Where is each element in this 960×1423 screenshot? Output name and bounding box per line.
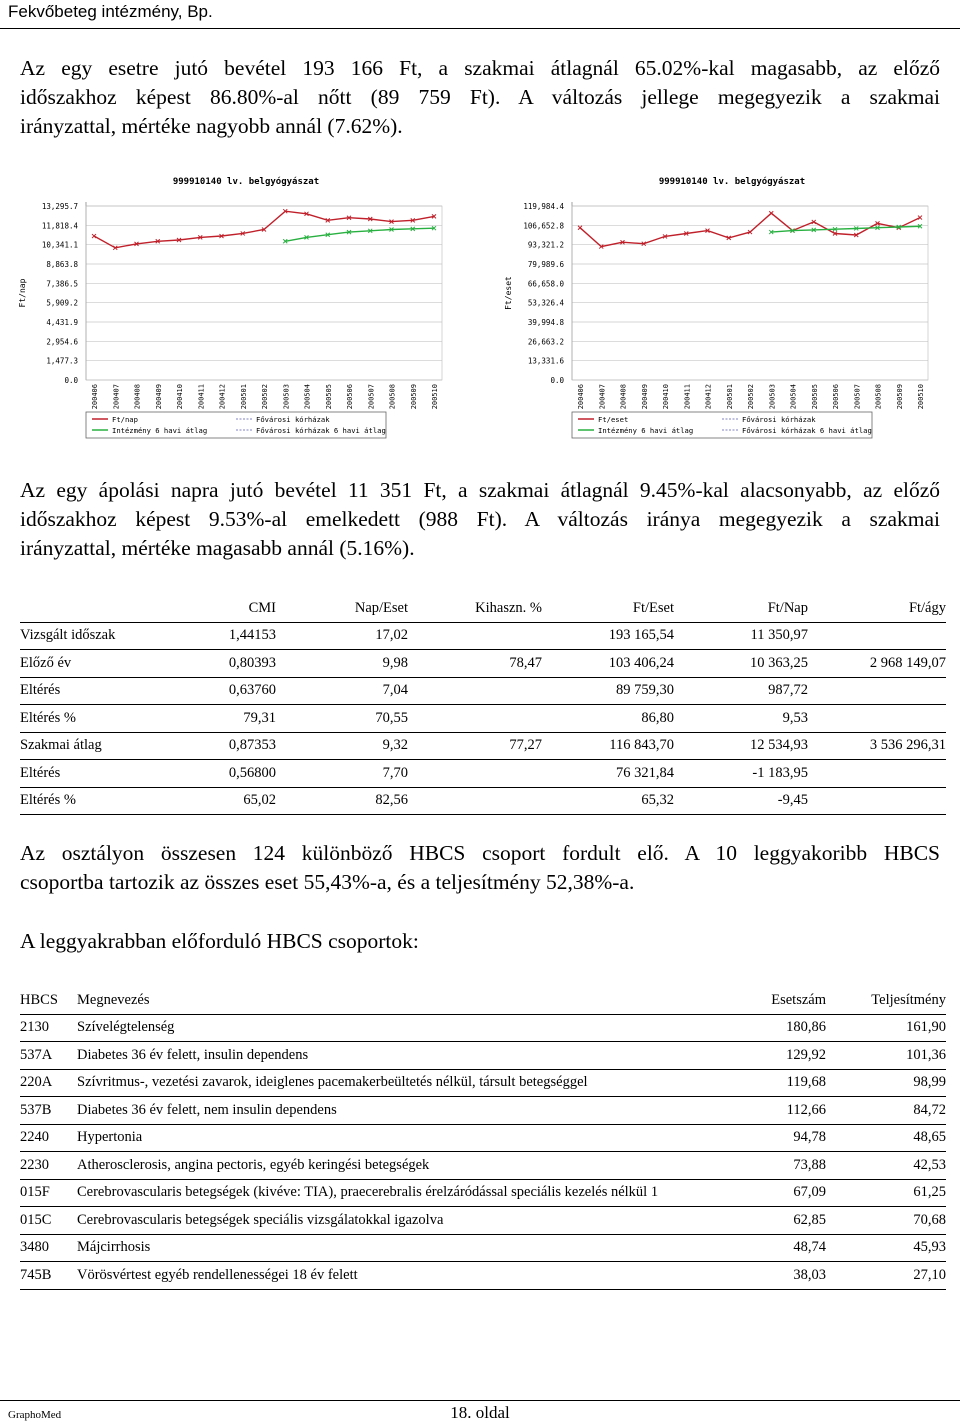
footer-rule: [0, 1400, 960, 1401]
stats-cell: 82,56: [276, 787, 408, 815]
chart-point: [578, 226, 582, 230]
chart-x-tick: 200509: [409, 384, 418, 410]
hbcs-cell: 98,99: [826, 1069, 946, 1097]
stats-cell: 9,98: [276, 650, 408, 678]
hbcs-cell: 38,03: [716, 1262, 826, 1290]
stats-cell: 89 759,30: [542, 677, 674, 705]
stats-cell: Előző év: [20, 650, 170, 678]
hbcs-row: [20, 1152, 946, 1180]
paragraph-day-revenue: [20, 476, 940, 563]
chart-x-tick: 200509: [895, 384, 904, 410]
hbcs-cell: 67,09: [716, 1179, 826, 1207]
hbcs-row: [20, 1124, 946, 1152]
hbcs-cell: Diabetes 36 év felett, insulin dependens: [77, 1042, 716, 1070]
chart-y-tick: 26,663.2: [527, 337, 564, 347]
chart-x-tick: 200504: [303, 384, 312, 410]
hbcs-cell: 27,10: [826, 1262, 946, 1290]
chart-x-tick: 200406: [577, 384, 585, 410]
chart-legend-label: Fővárosi kórházak: [742, 415, 816, 424]
stats-row: [20, 650, 946, 678]
chart-x-tick: 200508: [388, 384, 397, 410]
stats-header-cell: [20, 595, 170, 622]
page-header-title: Fekvőbeteg intézmény, Bp.: [8, 2, 213, 21]
stats-cell: [408, 787, 542, 815]
hbcs-cell: 2230: [20, 1152, 77, 1180]
stats-cell: [808, 760, 946, 788]
chart-x-tick: 200502: [747, 384, 755, 410]
hbcs-cell: 220A: [20, 1069, 77, 1097]
hbcs-cell: 42,53: [826, 1152, 946, 1180]
chart-y-tick: 13,331.6: [527, 356, 564, 366]
chart-y-tick: 106,652.8: [523, 221, 564, 231]
chart-x-tick: 200507: [367, 384, 376, 410]
hbcs-cell: 537B: [20, 1097, 77, 1125]
hbcs-cell: Hypertonia: [77, 1124, 716, 1152]
hbcs-cell: Cerebrovascularis betegségek speciális vizsgálatokkal igazolva: [77, 1207, 716, 1235]
hbcs-cell: 745B: [20, 1262, 77, 1290]
stats-cell: [808, 622, 946, 650]
chart-title: 999910140 lv. belgyógyászat: [658, 177, 806, 187]
chart-y-tick: 4,431.9: [46, 318, 78, 327]
chart-y-tick: 0.0: [550, 376, 564, 385]
chart-x-tick: 200408: [133, 384, 142, 410]
chart-x-tick: 200501: [239, 384, 248, 410]
stats-header-cell: Ft/Eset: [542, 595, 674, 622]
para2-line: Az egy ápolási napra jutó bevétel 11 351 Ft, a szakmai átlagnál 9.45%-kal alacsonyabb, az előző: [20, 478, 940, 502]
para1-line: irányzattal, mértéke nagyobb annál (7.62%).: [20, 114, 403, 138]
chart-x-tick: 200407: [598, 384, 607, 410]
hbcs-cell: 161,90: [826, 1014, 946, 1042]
hbcs-cell: 61,25: [826, 1179, 946, 1207]
chart-x-tick: 200503: [768, 384, 777, 410]
hbcs-cell: Vörösvértest egyéb rendellenességei 18 év felett: [77, 1262, 716, 1290]
para3-line: csoportba tartozik az összes eset 55,43%-a, és a teljesítmény 52,38%-a.: [20, 870, 635, 894]
stats-row: [20, 622, 946, 650]
hbcs-cell: 129,92: [716, 1042, 826, 1070]
stats-cell: 65,02: [170, 787, 276, 815]
chart-y-tick: 0.0: [64, 376, 78, 385]
stats-cell: Vizsgált időszak: [20, 622, 170, 650]
chart-y-tick: 5,909.2: [46, 298, 78, 308]
para2-line: időszakhoz képest 9.53%-al emelkedett (988 Ft). A változás iránya megegyezik a szakmai: [20, 507, 940, 531]
stats-cell: 77,27: [408, 732, 542, 760]
footer-page-number: 18. oldal: [450, 1403, 510, 1422]
chart-y-label: Ft/nap: [18, 278, 27, 308]
chart-y-tick: 66,658.0: [527, 279, 564, 289]
hbcs-cell: 2130: [20, 1014, 77, 1042]
stats-cell: 78,47: [408, 650, 542, 678]
chart-x-tick: 200412: [218, 384, 227, 410]
stats-cell: 3 536 296,31: [808, 732, 946, 760]
chart-x-tick: 200410: [176, 384, 184, 410]
hbcs-cell: Májcirrhosis: [77, 1234, 716, 1262]
stats-cell: [408, 677, 542, 705]
stats-header-row: [20, 595, 946, 622]
stats-cell: -1 183,95: [674, 760, 808, 788]
chart-legend-label: Intézmény 6 havi átlag: [112, 426, 208, 435]
stats-cell: 0,80393: [170, 650, 276, 678]
hbcs-row: [20, 1179, 946, 1207]
chart-legend-label: Ft/nap: [112, 415, 138, 424]
para1-line: Az egy esetre jutó bevétel 193 166 Ft, a szakmai átlagnál 65.02%-kal magasabb, az előző: [20, 56, 940, 80]
hbcs-row: [20, 1097, 946, 1125]
hbcs-cell: 62,85: [716, 1207, 826, 1235]
chart-y-tick: 13,295.7: [41, 202, 78, 211]
hbcs-row: [20, 1042, 946, 1070]
chart-x-tick: 200505: [810, 384, 819, 410]
hbcs-cell: Szívritmus-, vezetési zavarok, ideiglenes pacemakerbeültetés nélkül, társult betegséggel: [77, 1069, 716, 1097]
stats-cell: 10 363,25: [674, 650, 808, 678]
chart-y-tick: 53,326.4: [527, 298, 564, 308]
hbcs-cell: 48,74: [716, 1234, 826, 1262]
chart-legend-label: Ft/eset: [598, 415, 629, 424]
chart-ft-eset: [502, 170, 942, 440]
hbcs-row: [20, 1014, 946, 1042]
stats-cell: 17,02: [276, 622, 408, 650]
chart-x-tick: 200506: [346, 384, 354, 410]
para3-line: Az osztályon összesen 124 különböző HBCS csoport fordult elő. A 10 leggyakoribb HBCS: [20, 841, 940, 865]
chart-series-line: [580, 213, 920, 246]
chart-y-tick: 1,477.3: [46, 356, 78, 366]
stats-cell: 9,53: [674, 705, 808, 733]
chart-x-tick: 200507: [853, 384, 862, 410]
stats-cell: [808, 705, 946, 733]
chart-x-tick: 200409: [640, 384, 649, 410]
stats-cell: -9,45: [674, 787, 808, 815]
footer-brand: GraphoMed: [8, 1409, 62, 1421]
chart-x-tick: 200406: [91, 384, 99, 410]
hbcs-cell: Szívelégtelenség: [77, 1014, 716, 1042]
hbcs-row: [20, 1207, 946, 1235]
chart-x-tick: 200504: [789, 384, 798, 410]
chart-x-tick: 200510: [431, 384, 439, 410]
paragraph-hbcs-summary: [20, 839, 940, 897]
hbcs-cell: 84,72: [826, 1097, 946, 1125]
chart-y-tick: 39,994.8: [527, 318, 564, 327]
stats-cell: Eltérés: [20, 677, 170, 705]
chart-y-tick: 10,341.1: [41, 240, 78, 250]
hbcs-cell: 70,68: [826, 1207, 946, 1235]
chart-x-tick: 200503: [282, 384, 291, 410]
chart-x-tick: 200506: [832, 384, 840, 410]
hbcs-cell: Diabetes 36 év felett, nem insulin dependens: [77, 1097, 716, 1125]
chart-point: [769, 211, 773, 215]
stats-header-cell: CMI: [170, 595, 276, 622]
hbcs-header-cell: HBCS: [20, 987, 77, 1014]
chart-x-tick: 200411: [683, 384, 692, 410]
chart-legend-label: Fővárosi kórházak 6 havi átlag: [742, 426, 872, 435]
hbcs-subheading: A leggyakrabban előforduló HBCS csoportok:: [20, 929, 419, 953]
stats-cell: [808, 677, 946, 705]
chart-x-tick: 200408: [619, 384, 628, 410]
chart-y-tick: 93,321.2: [527, 240, 564, 250]
chart-legend-label: Fővárosi kórházak 6 havi átlag: [256, 426, 386, 435]
chart-legend-label: Fővárosi kórházak: [256, 415, 330, 424]
chart-x-tick: 200502: [261, 384, 269, 410]
hbcs-cell: Cerebrovascularis betegségek (kivéve: TIA), praecerebralis érelzáródással speciális kezelés nélkül 1: [77, 1179, 716, 1207]
hbcs-row: [20, 1069, 946, 1097]
hbcs-header-cell: Megnevezés: [77, 987, 716, 1014]
stats-row: [20, 705, 946, 733]
stats-row: [20, 760, 946, 788]
chart-y-tick: 11,818.4: [41, 221, 78, 231]
chart-legend-label: Intézmény 6 havi átlag: [598, 426, 694, 435]
hbcs-header-cell: Esetszám: [716, 987, 826, 1014]
stats-row: [20, 732, 946, 760]
stats-cell: [408, 622, 542, 650]
stats-cell: Eltérés %: [20, 787, 170, 815]
hbcs-cell: 45,93: [826, 1234, 946, 1262]
paragraph-case-revenue: [20, 54, 940, 141]
chart-x-tick: 200411: [197, 384, 206, 410]
stats-cell: [408, 760, 542, 788]
stats-header-cell: Kihaszn. %: [408, 595, 542, 622]
chart-plot-frame: [86, 206, 442, 380]
hbcs-cell: 94,78: [716, 1124, 826, 1152]
hbcs-header-row: [20, 987, 946, 1014]
para2-line: irányzattal, mértéke magasabb annál (5.16%).: [20, 536, 415, 560]
stats-header-cell: Ft/ágy: [808, 595, 946, 622]
hbcs-row: [20, 1262, 946, 1290]
chart-ft-nap-svg: [16, 170, 456, 440]
stats-cell: 103 406,24: [542, 650, 674, 678]
hbcs-cell: 73,88: [716, 1152, 826, 1180]
hbcs-header-cell: Teljesítmény: [826, 987, 946, 1014]
chart-x-tick: 200505: [324, 384, 333, 410]
stats-cell: [408, 705, 542, 733]
para1-line: időszakhoz képest 86.80%-al nőtt (89 759 Ft). A változás jellege megegyezik a szakmai: [20, 85, 940, 109]
stats-row: [20, 677, 946, 705]
hbcs-cell: 119,68: [716, 1069, 826, 1097]
stats-cell: 12 534,93: [674, 732, 808, 760]
chart-y-tick: 8,863.8: [46, 260, 78, 269]
stats-cell: 76 321,84: [542, 760, 674, 788]
chart-y-tick: 79,989.6: [527, 260, 564, 269]
stats-cell: 70,55: [276, 705, 408, 733]
stats-cell: 86,80: [542, 705, 674, 733]
stats-cell: 0,63760: [170, 677, 276, 705]
stats-header-cell: Ft/Nap: [674, 595, 808, 622]
stats-cell: 116 843,70: [542, 732, 674, 760]
hbcs-cell: 48,65: [826, 1124, 946, 1152]
chart-y-label: Ft/eset: [504, 276, 513, 310]
chart-y-tick: 7,386.5: [46, 279, 78, 289]
hbcs-cell: 2240: [20, 1124, 77, 1152]
stats-cell: [808, 787, 946, 815]
chart-x-tick: 200409: [154, 384, 163, 410]
chart-x-tick: 200501: [725, 384, 734, 410]
stats-cell: 193 165,54: [542, 622, 674, 650]
chart-x-tick: 200510: [917, 384, 925, 410]
stats-header-cell: Nap/Eset: [276, 595, 408, 622]
stats-cell: 0,87353: [170, 732, 276, 760]
stats-cell: 65,32: [542, 787, 674, 815]
hbcs-cell: 015F: [20, 1179, 77, 1207]
chart-y-tick: 119,984.4: [523, 202, 564, 211]
chart-x-tick: 200508: [874, 384, 883, 410]
hbcs-cell: 180,86: [716, 1014, 826, 1042]
stats-row: [20, 787, 946, 815]
hbcs-cell: 537A: [20, 1042, 77, 1070]
chart-ft-nap: [16, 170, 456, 440]
chart-x-tick: 200410: [662, 384, 670, 410]
hbcs-row: [20, 1234, 946, 1262]
chart-x-tick: 200412: [704, 384, 713, 410]
hbcs-cell: 112,66: [716, 1097, 826, 1125]
stats-cell: 0,56800: [170, 760, 276, 788]
chart-ft-eset-svg: [502, 170, 942, 440]
header-rule: [0, 28, 960, 29]
stats-cell: 9,32: [276, 732, 408, 760]
hbcs-cell: Atherosclerosis, angina pectoris, egyéb keringési betegségek: [77, 1152, 716, 1180]
stats-cell: 7,70: [276, 760, 408, 788]
stats-table: [20, 595, 946, 815]
stats-cell: Szakmai átlag: [20, 732, 170, 760]
stats-cell: 7,04: [276, 677, 408, 705]
stats-cell: Eltérés: [20, 760, 170, 788]
stats-cell: 1,44153: [170, 622, 276, 650]
stats-cell: 987,72: [674, 677, 808, 705]
stats-cell: 11 350,97: [674, 622, 808, 650]
chart-y-tick: 2,954.6: [46, 337, 78, 347]
hbcs-cell: 015C: [20, 1207, 77, 1235]
hbcs-cell: 3480: [20, 1234, 77, 1262]
stats-cell: 79,31: [170, 705, 276, 733]
chart-title: 999910140 lv. belgyógyászat: [172, 177, 320, 187]
hbcs-table: [20, 987, 946, 1290]
stats-cell: 2 968 149,07: [808, 650, 946, 678]
chart-x-tick: 200407: [112, 384, 121, 410]
stats-cell: Eltérés %: [20, 705, 170, 733]
hbcs-cell: 101,36: [826, 1042, 946, 1070]
